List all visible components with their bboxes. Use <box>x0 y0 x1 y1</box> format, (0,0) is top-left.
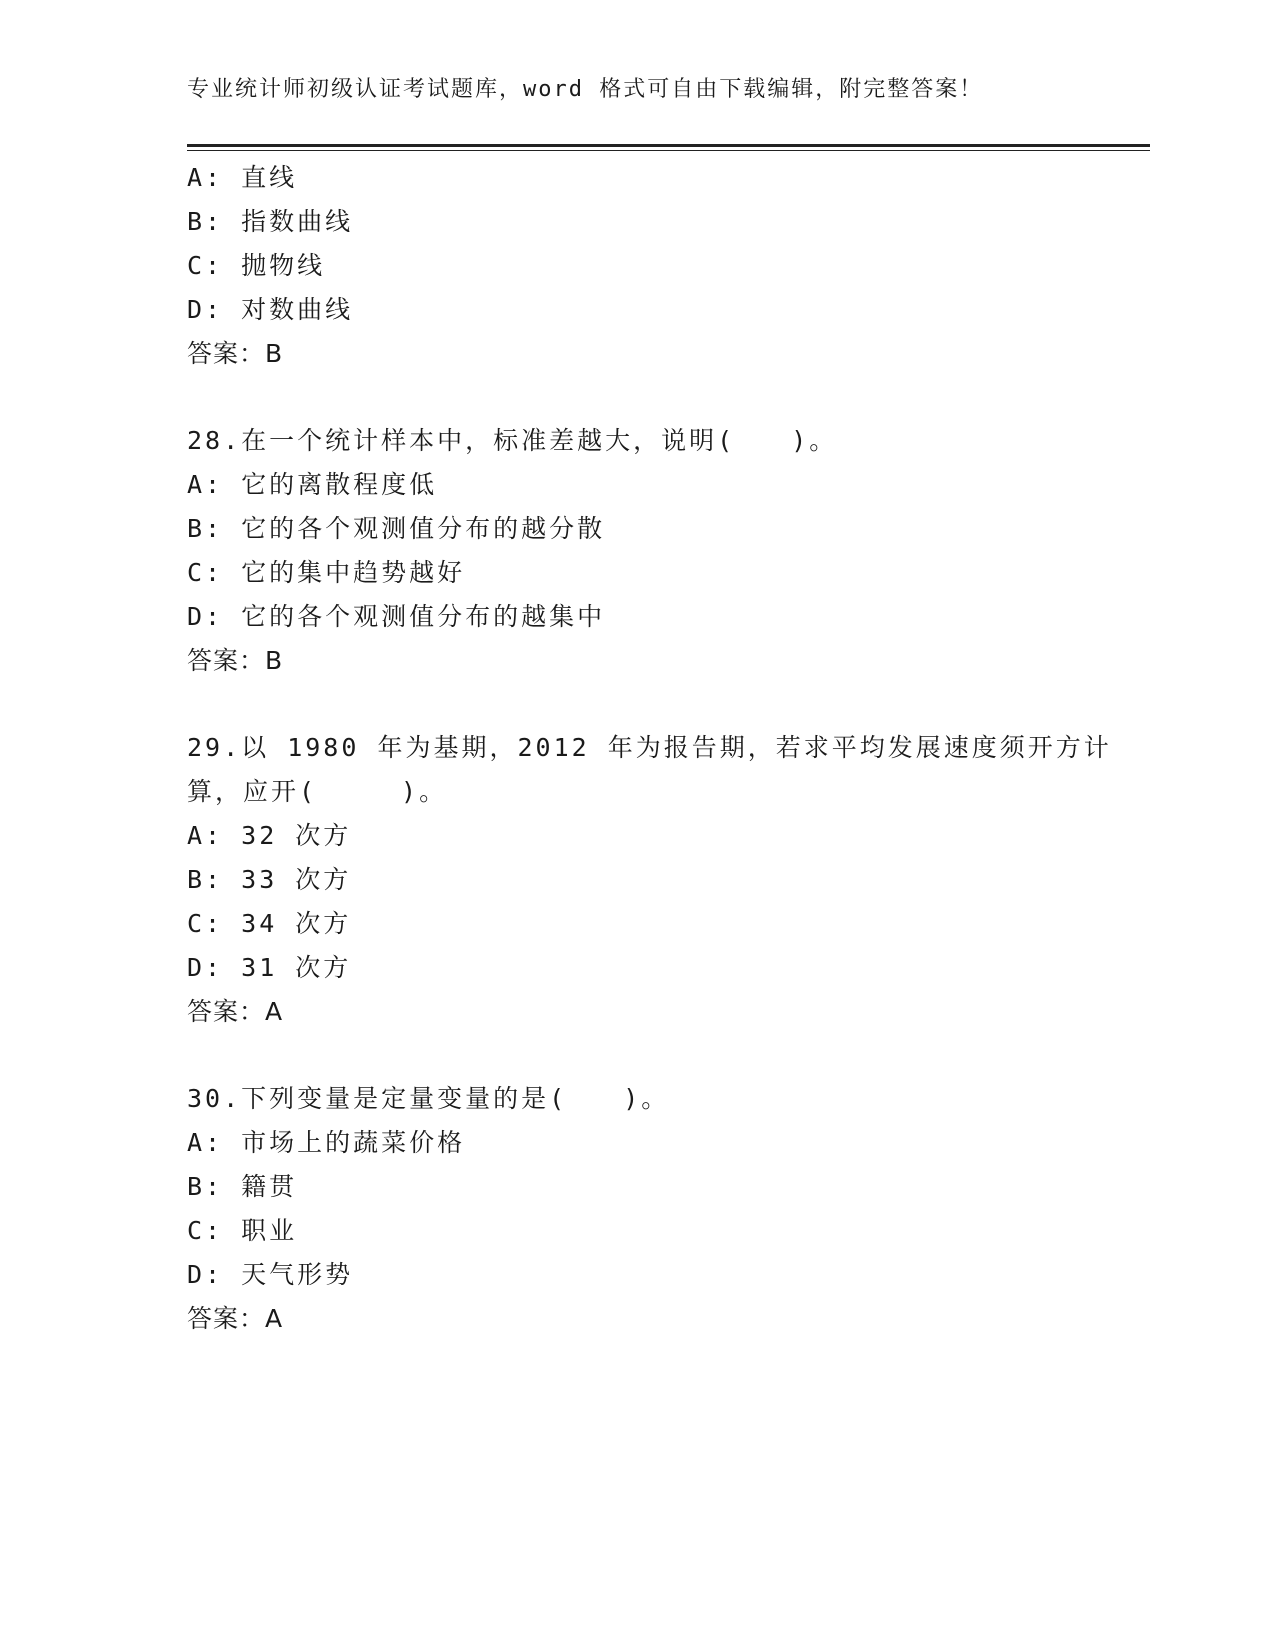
q30-option-d: D: 天气形势 <box>187 1260 354 1289</box>
q29-option-c: C: 34 次方 <box>187 909 352 938</box>
header-rule-thin <box>187 150 1150 151</box>
q29-option-a: A: 32 次方 <box>187 821 352 850</box>
q28-option-b: B: 它的各个观测值分布的越分散 <box>187 514 606 543</box>
q30-question: 30.下列变量是定量变量的是( )。 <box>187 1084 670 1113</box>
q29-answer: 答案：A <box>187 997 284 1026</box>
q29-option-b: B: 33 次方 <box>187 865 352 894</box>
q29-question-line2: 算，应开( )。 <box>187 777 448 806</box>
q27-option-c: C: 抛物线 <box>187 251 326 280</box>
q27-option-d: D: 对数曲线 <box>187 295 354 324</box>
document-header: 专业统计师初级认证考试题库，word 格式可自由下载编辑，附完整答案！ <box>187 77 984 102</box>
q27-answer: 答案：B <box>187 339 284 368</box>
q30-option-b: B: 籍贯 <box>187 1172 298 1201</box>
q29-option-d: D: 31 次方 <box>187 953 352 982</box>
header-rule-thick <box>187 144 1150 147</box>
q28-answer: 答案：B <box>187 646 284 675</box>
q27-option-a: A: 直线 <box>187 163 298 192</box>
q27-option-b: B: 指数曲线 <box>187 207 354 236</box>
q30-option-c: C: 职业 <box>187 1216 298 1245</box>
q28-option-c: C: 它的集中趋势越好 <box>187 558 466 587</box>
q28-option-d: D: 它的各个观测值分布的越集中 <box>187 602 606 631</box>
q30-answer: 答案：A <box>187 1304 284 1333</box>
q28-question: 28.在一个统计样本中，标准差越大，说明( )。 <box>187 426 838 455</box>
q28-option-a: A: 它的离散程度低 <box>187 470 438 499</box>
q29-question-line1: 29.以 1980 年为基期，2012 年为报告期，若求平均发展速度须开方计 <box>187 733 1112 762</box>
q30-option-a: A: 市场上的蔬菜价格 <box>187 1128 466 1157</box>
